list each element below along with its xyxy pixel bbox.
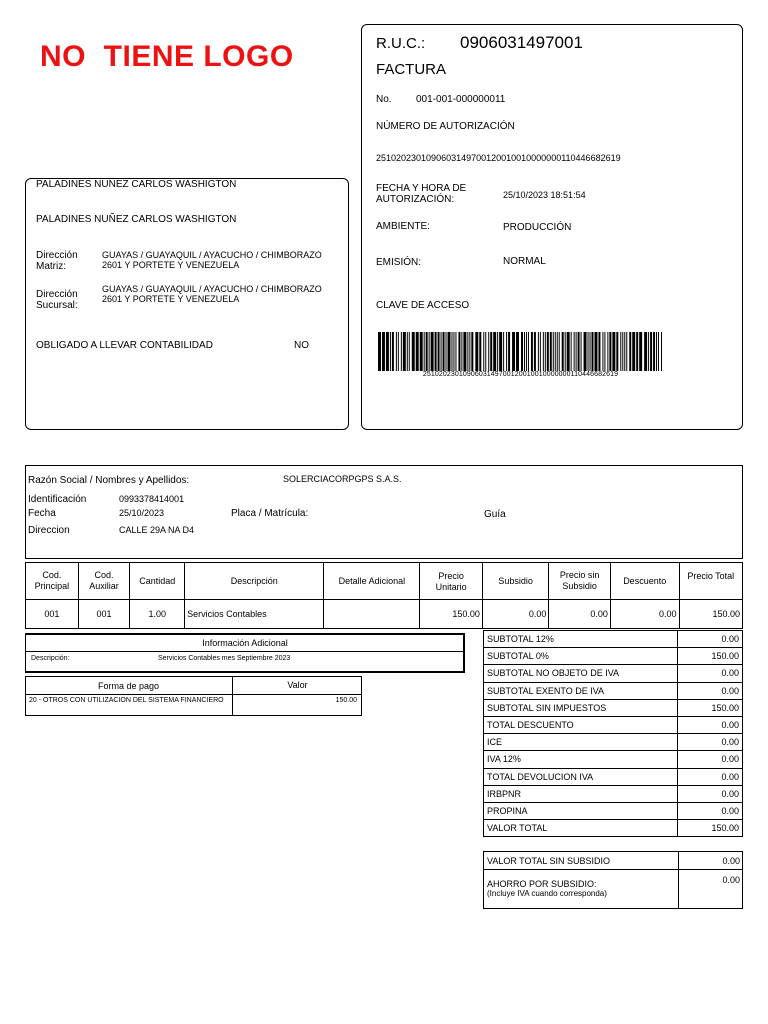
barcode-bar (403, 332, 406, 371)
barcode-bar (426, 332, 428, 371)
barcode-bar (524, 332, 525, 371)
totals-label: IRBPNR (484, 785, 678, 802)
barcode-bar (656, 332, 657, 371)
cell-total: 150.00 (679, 600, 743, 629)
totals-label: TOTAL DESCUENTO (484, 716, 678, 733)
header-discount: Descuento (610, 563, 679, 600)
barcode-bar (612, 332, 615, 371)
ruc-number: 0906031497001 (460, 33, 583, 52)
invoice-number-label: No. (376, 94, 392, 105)
barcode-bar (461, 332, 462, 371)
barcode-bar (578, 332, 580, 371)
barcode-bar (534, 332, 536, 371)
barcode-bar (396, 332, 397, 371)
invoice-number: 001-001-000000011 (416, 94, 506, 105)
totals-value: 0.00 (678, 785, 743, 802)
header-description: Descripción (185, 563, 324, 600)
no-logo-text: NO TIENE LOGO (40, 40, 294, 73)
barcode-bar (653, 332, 655, 371)
additional-desc-label: Descripción: (31, 655, 70, 662)
barcode-bar (540, 332, 541, 371)
barcode-bar (463, 332, 466, 371)
customer-date-label: Fecha (28, 508, 56, 519)
barcode-bar (602, 332, 603, 371)
barcode-bar (506, 332, 507, 371)
totals-value: 0.00 (678, 802, 743, 819)
barcode-bar (398, 332, 399, 371)
payment-value-header: Valor (287, 680, 308, 690)
barcode-bar (516, 332, 519, 371)
customer-id: 0993378414001 (119, 494, 185, 504)
additional-desc: Servicios Contables mes Septiembre 2023 (158, 655, 291, 662)
barcode-bar (416, 332, 419, 371)
barcode-bar (555, 332, 556, 371)
header-unit-price: Precio Unitario (420, 563, 482, 600)
barcode-bar (390, 332, 391, 371)
totals-row (484, 716, 743, 733)
barcode-bar (467, 332, 468, 371)
totals-label: VALOR TOTAL (484, 820, 678, 837)
barcode-bar (553, 332, 554, 371)
barcode-bar (497, 332, 498, 371)
items-header-row (26, 563, 743, 600)
ruc-label: R.U.C.: (376, 35, 426, 52)
barcode-bar (550, 332, 552, 371)
branch-address: GUAYAS / GUAYAQUIL / AYACUCHO / CHIMBORAZO 2601 Y PORTETE Y VENEZUELA (102, 284, 322, 304)
company-name: PALADINES NUÑEZ CARLOS WASHIGTON (36, 179, 237, 190)
cell-description: Servicios Contables (185, 600, 324, 629)
barcode-bar (455, 332, 456, 371)
totals-row (484, 734, 743, 751)
totals-row (484, 682, 743, 699)
totals-label: SUBTOTAL 0% (484, 648, 678, 665)
access-key-barcode-text: 2510202301090603149700120010010000000110446682619 (422, 371, 619, 378)
barcode-bar (469, 332, 470, 371)
customer-address-label: Direccion (28, 525, 70, 536)
subsidy-total: 0.00 (722, 856, 740, 866)
authorization-date-label: FECHA Y HORA DE AUTORIZACIÓN: (376, 183, 467, 205)
barcode-bar (378, 332, 381, 371)
barcode-bar (521, 332, 523, 371)
subsidy-savings: 0.00 (722, 875, 740, 885)
items-table (25, 562, 743, 629)
totals-value: 0.00 (678, 716, 743, 733)
barcode-bar (543, 332, 544, 371)
totals-row (484, 631, 743, 648)
barcode-bar (526, 332, 527, 371)
totals-label: SUBTOTAL 12% (484, 631, 678, 648)
barcode-bar (443, 332, 445, 371)
barcode-bar (609, 332, 611, 371)
barcode-bar (420, 332, 423, 371)
subsidy-total-label: VALOR TOTAL SIN SUBSIDIO (487, 856, 611, 866)
barcode-bar (629, 332, 631, 371)
totals-row (484, 665, 743, 682)
barcode-bar (624, 332, 625, 371)
barcode-bar (435, 332, 437, 371)
totals-row (484, 785, 743, 802)
payment-method: 20 - OTROS CON UTILIZACION DEL SISTEMA FINANCIERO (29, 697, 224, 704)
barcode-bar (626, 332, 627, 371)
header-qty: Cantidad (130, 563, 185, 600)
barcode-bar (557, 332, 558, 371)
barcode-bar (512, 332, 515, 371)
header-total: Precio Total (679, 563, 743, 600)
barcode-bar (483, 332, 484, 371)
barcode-bar (622, 332, 623, 371)
barcode-bar (409, 332, 410, 371)
customer-name-label: Razón Social / Nombres y Apellidos: (28, 475, 190, 486)
barcode-bar (458, 332, 460, 371)
additional-info-divider (25, 651, 465, 652)
matrix-address: GUAYAS / GUAYAQUIL / AYACUCHO / CHIMBORAZO 2601 Y PORTETE Y VENEZUELA (102, 250, 322, 270)
barcode-bar (446, 332, 447, 371)
barcode-bar (588, 332, 589, 371)
totals-label: SUBTOTAL EXENTO DE IVA (484, 682, 678, 699)
totals-value: 0.00 (678, 665, 743, 682)
totals-label: TOTAL DEVOLUCION IVA (484, 768, 678, 785)
totals-row (484, 699, 743, 716)
totals-label: IVA 12% (484, 751, 678, 768)
totals-label: PROPINA (484, 802, 678, 819)
barcode-bar (562, 332, 564, 371)
barcode-bar (650, 332, 652, 371)
barcode-bar (584, 332, 587, 371)
totals-label: ICE (484, 734, 678, 751)
barcode-bar (392, 332, 394, 371)
barcode-bar (571, 332, 572, 371)
authorization-label: NÚMERO DE AUTORIZACIÓN (376, 121, 515, 132)
barcode-bar (412, 332, 415, 371)
matrix-address-label: Dirección Matriz: (36, 250, 78, 272)
customer-date: 25/10/2023 (119, 508, 165, 518)
barcode-bar (604, 332, 605, 371)
cell-qty: 1.00 (130, 600, 185, 629)
document-type: FACTURA (376, 61, 447, 78)
barcode-bar (661, 332, 662, 371)
totals-row (484, 751, 743, 768)
barcode-bar (453, 332, 454, 371)
barcode-bar (508, 332, 510, 371)
totals-value: 150.00 (678, 820, 743, 837)
barcode-bar (531, 332, 533, 371)
totals-value: 0.00 (678, 734, 743, 751)
authorization-date: 25/10/2023 18:51:54 (503, 190, 586, 200)
payment-divider-h (25, 694, 362, 695)
access-key-label: CLAVE DE ACCESO (376, 300, 470, 311)
totals-value: 0.00 (678, 768, 743, 785)
guide-label: Guía (484, 509, 506, 520)
barcode-bar (479, 332, 481, 371)
totals-label: SUBTOTAL SIN IMPUESTOS (484, 699, 678, 716)
barcode-bar (567, 332, 570, 371)
environment-value: PRODUCCIÓN (503, 222, 572, 233)
subsidy-divider (483, 869, 743, 870)
barcode-bar (594, 332, 597, 371)
plate-label: Placa / Matrícula: (231, 508, 309, 519)
header-code: Cod. Principal (26, 563, 79, 600)
barcode-bar (616, 332, 618, 371)
cell-unit-price: 150.00 (420, 600, 482, 629)
barcode-bar (545, 332, 546, 371)
barcode-bar (607, 332, 608, 371)
totals-value: 0.00 (678, 631, 743, 648)
barcode-bar (538, 332, 539, 371)
barcode-bar (559, 332, 560, 371)
barcode-bar (424, 332, 425, 371)
totals-label: SUBTOTAL NO OBJETO DE IVA (484, 665, 678, 682)
emission-value: NORMAL (503, 256, 546, 267)
totals-row (484, 820, 743, 837)
barcode-bar (639, 332, 642, 371)
barcode-bar (438, 332, 440, 371)
totals-row (484, 768, 743, 785)
totals-value: 0.00 (678, 682, 743, 699)
cell-aux: 001 (78, 600, 130, 629)
customer-address: CALLE 29A NA D4 (119, 525, 195, 535)
totals-value: 0.00 (678, 751, 743, 768)
cell-price-no-subsidy: 0.00 (549, 600, 611, 629)
barcode-bar (565, 332, 566, 371)
cell-subsidy: 0.00 (482, 600, 548, 629)
subsidy-savings-note: (Incluye IVA cuando corresponda) (487, 889, 607, 898)
barcode-bar (590, 332, 591, 371)
barcode-bar (503, 332, 504, 371)
emission-label: EMISIÓN: (376, 257, 422, 268)
header-price-no-subsidy: Precio sin Subsidio (549, 563, 611, 600)
authorization-number: 2510202301090603149700120010010000000110446682619 (376, 153, 621, 163)
subsidy-divider-v (678, 851, 679, 909)
barcode-bar (576, 332, 577, 371)
cell-detail (324, 600, 420, 629)
subsidy-savings-label: AHORRO POR SUBSIDIO: (487, 879, 597, 889)
branch-address-label: Dirección Sucursal: (36, 289, 78, 311)
barcode-bar (632, 332, 635, 371)
barcode-bar (448, 332, 451, 371)
cell-code: 001 (26, 600, 79, 629)
totals-row (484, 802, 743, 819)
barcode-bar (429, 332, 430, 371)
barcode-bar (598, 332, 600, 371)
accounting-value: NO (294, 340, 309, 351)
barcode-bar (382, 332, 385, 371)
payment-value: 150.00 (335, 697, 357, 704)
barcode-bar (441, 332, 442, 371)
barcode-bar (574, 332, 575, 371)
company-trade-name: PALADINES NUÑEZ CARLOS WASHIGTON (36, 214, 237, 225)
totals-table (483, 630, 743, 837)
barcode-bar (490, 332, 492, 371)
barcode-bar (431, 332, 434, 371)
header-subsidy: Subsidio (482, 563, 548, 600)
barcode-bar (528, 332, 529, 371)
barcode-bar (636, 332, 638, 371)
barcode-bar (648, 332, 649, 371)
customer-id-label: Identificación (28, 494, 87, 505)
barcode-bar (475, 332, 478, 371)
barcode-bar (451, 332, 452, 371)
access-key-barcode (378, 332, 663, 371)
barcode-bar (499, 332, 502, 371)
barcode-bar (386, 332, 389, 371)
barcode-bar (493, 332, 496, 371)
totals-value: 150.00 (678, 648, 743, 665)
table-row (26, 600, 743, 629)
payment-method-header: Forma de pago (97, 681, 160, 691)
barcode-bar (407, 332, 408, 371)
totals-value: 150.00 (678, 699, 743, 716)
additional-info-title: Información Adicional (202, 638, 288, 648)
customer-name: SOLERCIACORPGPS S.A.S. (283, 474, 402, 484)
barcode-bar (471, 332, 473, 371)
barcode-bar (401, 332, 402, 371)
barcode-bar (658, 332, 659, 371)
barcode-bar (547, 332, 549, 371)
barcode-bar (488, 332, 489, 371)
totals-row (484, 648, 743, 665)
header-aux: Cod. Auxiliar (78, 563, 130, 600)
environment-label: AMBIENTE: (376, 221, 430, 232)
barcode-bar (581, 332, 582, 371)
barcode-bar (644, 332, 647, 371)
barcode-bar (620, 332, 621, 371)
cell-discount: 0.00 (610, 600, 679, 629)
barcode-bar (592, 332, 594, 371)
barcode-bar (485, 332, 486, 371)
header-detail: Detalle Adicional (324, 563, 420, 600)
accounting-label: OBLIGADO A LLEVAR CONTABILIDAD (36, 340, 213, 351)
